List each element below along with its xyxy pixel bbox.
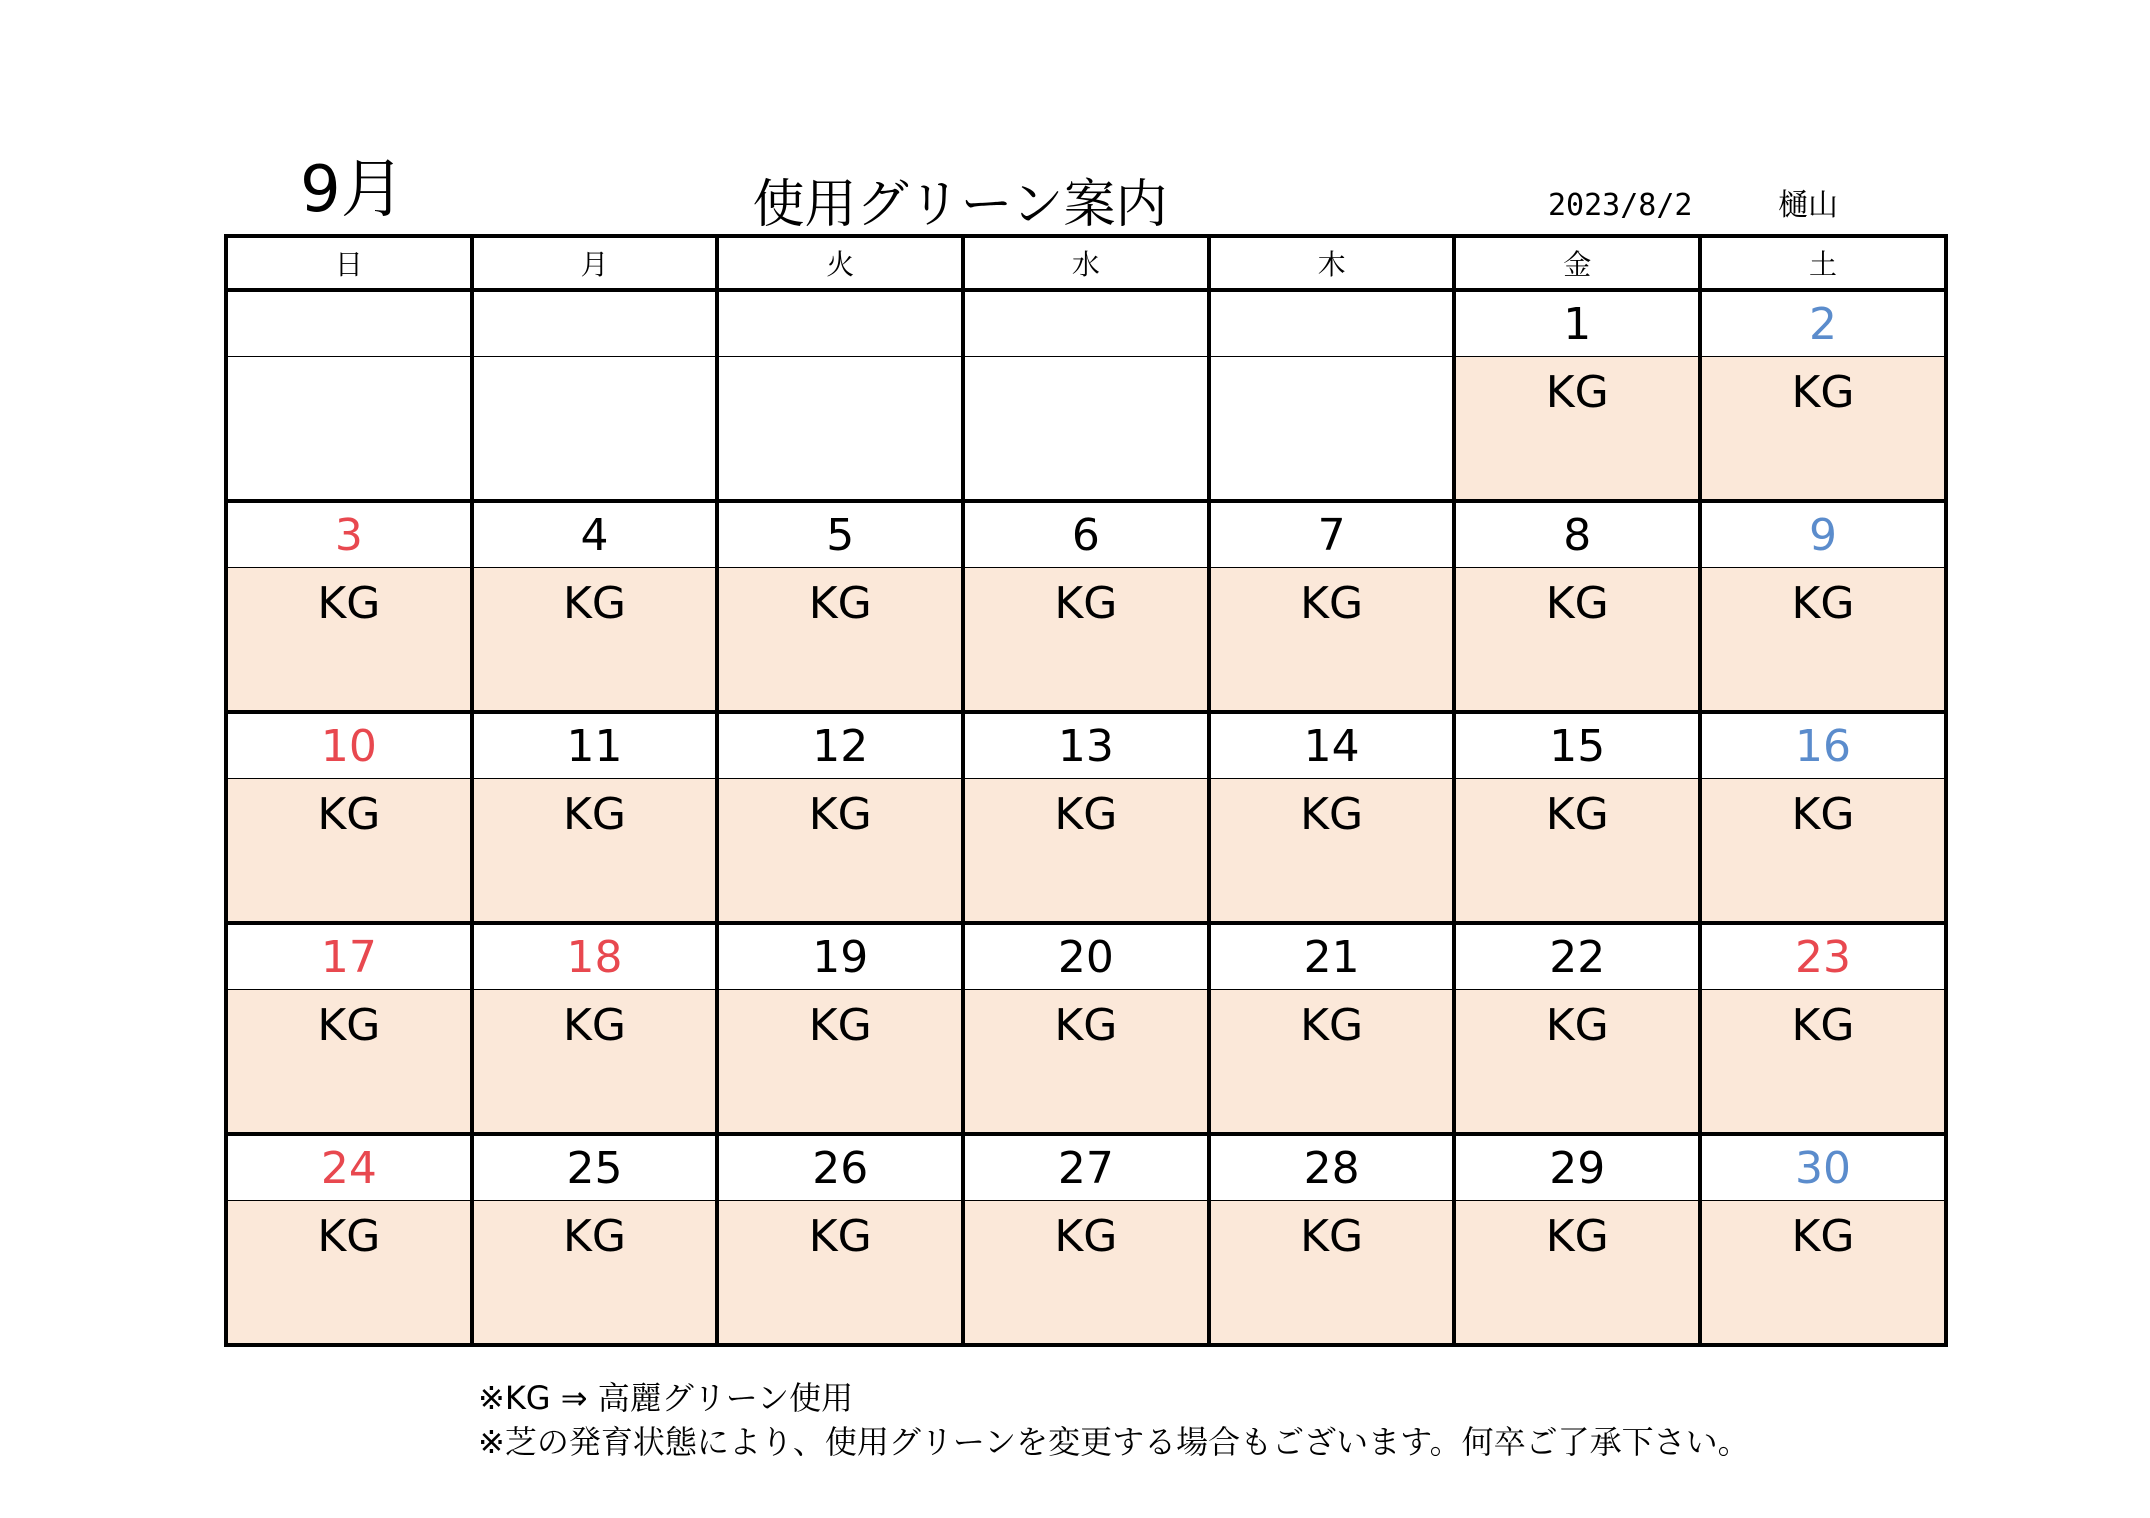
green-usage-cell bbox=[1209, 357, 1455, 502]
day-number-row bbox=[226, 501, 1946, 568]
author-name: 樋山 bbox=[1778, 188, 1838, 223]
green-usage-cell: KG bbox=[1700, 357, 1946, 502]
day-number: 21 bbox=[1209, 923, 1455, 990]
page-title: 使用グリーン案内 bbox=[752, 175, 1168, 235]
day-number: 25 bbox=[472, 1134, 718, 1201]
green-usage-cell: KG bbox=[1700, 779, 1946, 924]
green-usage-cell: KG bbox=[717, 568, 963, 713]
day-number: 2 bbox=[1700, 290, 1946, 357]
day-number: 7 bbox=[1209, 501, 1455, 568]
day-number: 30 bbox=[1700, 1134, 1946, 1201]
green-usage-cell: KG bbox=[1700, 990, 1946, 1135]
notes bbox=[478, 1376, 1750, 1464]
green-usage-row bbox=[226, 1201, 1946, 1346]
day-number: 4 bbox=[472, 501, 718, 568]
green-usage-cell: KG bbox=[963, 568, 1209, 713]
day-number: 5 bbox=[717, 501, 963, 568]
day-number: 12 bbox=[717, 712, 963, 779]
green-usage-cell: KG bbox=[1700, 568, 1946, 713]
day-number: 6 bbox=[963, 501, 1209, 568]
green-usage-cell: KG bbox=[1454, 990, 1700, 1135]
day-number bbox=[226, 290, 472, 357]
green-usage-cell: KG bbox=[226, 1201, 472, 1346]
weekday-thu: 木 bbox=[1209, 236, 1455, 290]
green-usage-row bbox=[226, 990, 1946, 1135]
green-usage-cell: KG bbox=[472, 568, 718, 713]
green-usage-cell: KG bbox=[1209, 990, 1455, 1135]
green-usage-cell bbox=[717, 357, 963, 502]
day-number: 29 bbox=[1454, 1134, 1700, 1201]
calendar-body bbox=[226, 290, 1946, 1345]
green-usage-cell: KG bbox=[717, 990, 963, 1135]
day-number: 9 bbox=[1700, 501, 1946, 568]
day-number: 13 bbox=[963, 712, 1209, 779]
green-usage-cell: KG bbox=[1454, 357, 1700, 502]
calendar-table bbox=[224, 234, 1948, 1347]
green-usage-cell: KG bbox=[963, 1201, 1209, 1346]
day-number: 3 bbox=[226, 501, 472, 568]
green-usage-cell: KG bbox=[472, 779, 718, 924]
green-usage-row bbox=[226, 568, 1946, 713]
note-disclaimer: ※芝の発育状態により、使用グリーンを変更する場合もございます。何卒ご了承下さい。 bbox=[478, 1423, 1750, 1461]
issue-date: 2023/8/2 bbox=[1548, 188, 1693, 223]
weekday-header-row bbox=[226, 236, 1946, 290]
green-usage-row bbox=[226, 357, 1946, 502]
day-number bbox=[1209, 290, 1455, 357]
day-number bbox=[963, 290, 1209, 357]
green-usage-cell: KG bbox=[226, 990, 472, 1135]
green-usage-cell: KG bbox=[226, 779, 472, 924]
day-number: 1 bbox=[1454, 290, 1700, 357]
green-usage-cell: KG bbox=[963, 779, 1209, 924]
day-number-row bbox=[226, 712, 1946, 779]
green-usage-cell bbox=[226, 357, 472, 502]
day-number: 20 bbox=[963, 923, 1209, 990]
green-usage-cell: KG bbox=[1209, 1201, 1455, 1346]
day-number: 28 bbox=[1209, 1134, 1455, 1201]
green-usage-cell: KG bbox=[717, 1201, 963, 1346]
day-number: 11 bbox=[472, 712, 718, 779]
day-number: 14 bbox=[1209, 712, 1455, 779]
day-number: 19 bbox=[717, 923, 963, 990]
day-number: 22 bbox=[1454, 923, 1700, 990]
weekday-sun: 日 bbox=[226, 236, 472, 290]
green-usage-cell: KG bbox=[963, 990, 1209, 1135]
day-number: 16 bbox=[1700, 712, 1946, 779]
weekday-wed: 水 bbox=[963, 236, 1209, 290]
day-number-row bbox=[226, 923, 1946, 990]
day-number: 10 bbox=[226, 712, 472, 779]
day-number bbox=[717, 290, 963, 357]
day-number: 27 bbox=[963, 1134, 1209, 1201]
day-number: 17 bbox=[226, 923, 472, 990]
green-usage-cell: KG bbox=[717, 779, 963, 924]
green-usage-cell bbox=[963, 357, 1209, 502]
weekday-sat: 土 bbox=[1700, 236, 1946, 290]
day-number-row bbox=[226, 290, 1946, 357]
green-usage-cell: KG bbox=[1209, 779, 1455, 924]
day-number: 8 bbox=[1454, 501, 1700, 568]
green-usage-cell bbox=[472, 357, 718, 502]
day-number: 18 bbox=[472, 923, 718, 990]
day-number: 15 bbox=[1454, 712, 1700, 779]
green-usage-cell: KG bbox=[1454, 568, 1700, 713]
green-usage-row bbox=[226, 779, 1946, 924]
green-usage-cell: KG bbox=[472, 990, 718, 1135]
weekday-fri: 金 bbox=[1454, 236, 1700, 290]
green-usage-cell: KG bbox=[226, 568, 472, 713]
day-number: 26 bbox=[717, 1134, 963, 1201]
green-usage-cell: KG bbox=[1454, 1201, 1700, 1346]
green-usage-cell: KG bbox=[1700, 1201, 1946, 1346]
day-number-row bbox=[226, 1134, 1946, 1201]
day-number: 24 bbox=[226, 1134, 472, 1201]
green-usage-cell: KG bbox=[1209, 568, 1455, 713]
month-label: 9月 bbox=[300, 153, 405, 227]
day-number: 23 bbox=[1700, 923, 1946, 990]
note-legend: ※KG ⇒ 高麗グリーン使用 bbox=[478, 1379, 854, 1417]
green-usage-cell: KG bbox=[1454, 779, 1700, 924]
green-usage-cell: KG bbox=[472, 1201, 718, 1346]
weekday-mon: 月 bbox=[472, 236, 718, 290]
weekday-tue: 火 bbox=[717, 236, 963, 290]
day-number bbox=[472, 290, 718, 357]
